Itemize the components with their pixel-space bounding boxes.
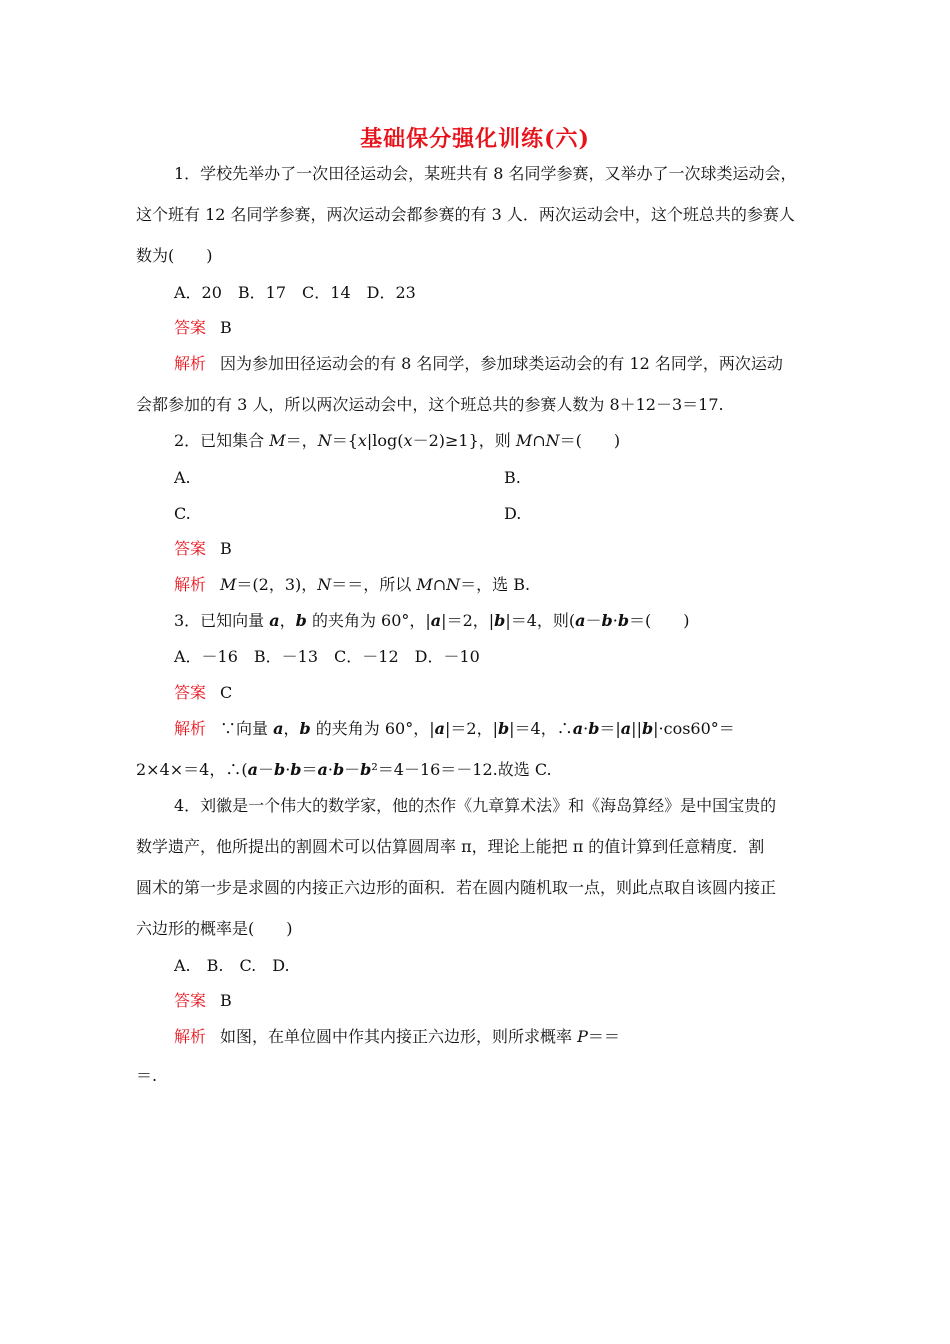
analysis-label: 解析	[174, 354, 207, 373]
q3-analysis-line-1: 解析 ∵向量 a，b 的夹角为 60°，|a|＝2，|b|＝4，∴a·b＝|a||b|·cos60°＝	[174, 719, 735, 738]
q4-options: A. B. C. D.	[174, 956, 290, 975]
q2-stem: 2．已知集合 M＝，N＝{x|log(x－2)≥1}，则 M∩N＝( )	[174, 431, 621, 450]
q3-stem: 3．已知向量 a，b 的夹角为 60°，|a|＝2，|b|＝4，则(a－b·b＝( )	[174, 611, 690, 630]
q4-line-3: 圆术的第一步是求圆的内接正六边形的面积．若在圆内随机取一点，则此点取自该圆内接正	[136, 878, 777, 897]
q2-option-d: D.	[504, 504, 522, 523]
q3-analysis-line-2: 2×4×＝4，∴(a－b·b＝a·b－b²＝4－16＝－12.故选 C.	[136, 760, 552, 779]
q1-analysis-line-2: 会都参加的有 3 人，所以两次运动会中，这个班总共的参赛人数为 8＋12－3＝17.	[136, 395, 724, 414]
q1-options: A．20 B．17 C．14 D．23	[174, 283, 416, 302]
q1-analysis-line-1	[174, 354, 783, 374]
q4-line-4: 六边形的概率是( )	[136, 919, 293, 938]
q2-option-c: C.	[174, 504, 191, 523]
q3-answer: 答案 C	[174, 683, 233, 702]
q1-answer	[174, 318, 232, 338]
q2-analysis: 解析 M＝(2，3)，N＝＝，所以 M∩N＝，选 B.	[174, 575, 531, 594]
q1-answer-value: B	[220, 318, 232, 337]
q2-option-a: A.	[174, 468, 191, 487]
q4-line-2: 数学遗产，他所提出的割圆术可以估算圆周率 π，理论上能把 π 的值计算到任意精度．割	[136, 837, 765, 856]
answer-label: 答案	[174, 318, 207, 337]
q2-option-b: B.	[504, 468, 521, 487]
q4-analysis-line-2: ＝.	[136, 1066, 158, 1085]
q4-answer: 答案 B	[174, 991, 232, 1010]
q2-answer: 答案 B	[174, 539, 232, 558]
q4-line-1: 4．刘徽是一个伟大的数学家，他的杰作《九章算术法》和《海岛算经》是中国宝贵的	[174, 796, 777, 815]
q1-analysis-text-1: 因为参加田径运动会的有 8 名同学，参加球类运动会的有 12 名同学，两次运动	[220, 354, 783, 373]
q3-options: A．－16 B．－13 C．－12 D．－10	[174, 647, 480, 666]
page-title: 基础保分强化训练(六)	[360, 126, 590, 152]
q1-line-1: 1．学校先举办了一次田径运动会，某班共有 8 名同学参赛，又举办了一次球类运动会，	[174, 164, 797, 183]
q1-line-3: 数为( )	[136, 246, 213, 265]
q4-analysis-line-1: 解析 如图，在单位圆中作其内接正六边形，则所求概率 P＝＝	[174, 1027, 620, 1046]
q1-line-2: 这个班有 12 名同学参赛，两次运动会都参赛的有 3 人．两次运动会中，这个班总共的参赛人	[136, 205, 795, 224]
